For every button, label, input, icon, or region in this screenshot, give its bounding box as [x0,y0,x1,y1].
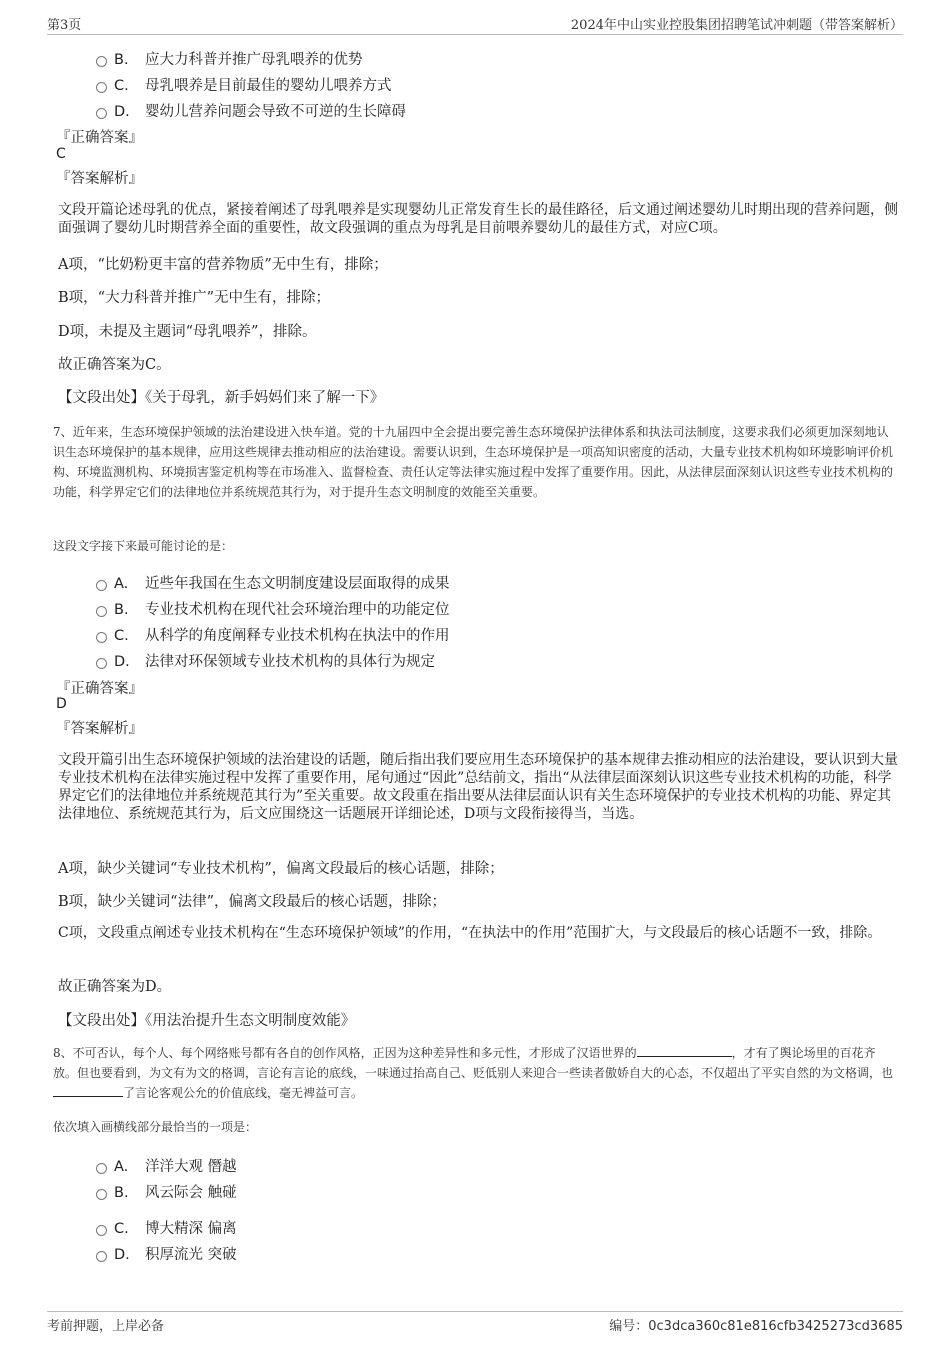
radio-icon[interactable] [96,1189,107,1200]
q8-option-c[interactable]: C. 博大精深 偏离 [96,1217,237,1238]
q7-option-d[interactable]: D. 法律对环保领域专业技术机构的具体行为规定 [96,650,435,671]
radio-icon[interactable] [96,580,107,591]
q7-option-b[interactable]: B. 专业技术机构在现代社会环境治理中的功能定位 [96,598,450,619]
question-prompt: 依次填入画横线部分最恰当的一项是： [53,1120,258,1134]
analysis-note: B项，缺少关键词“法律”，偏离文段最后的核心话题，排除； [58,894,446,910]
radio-icon[interactable] [96,632,107,643]
document-title: 2024年中山实业控股集团招聘笔试冲刺题（带答案解析） [570,18,903,33]
radio-icon[interactable] [96,1225,107,1236]
analysis-label: 『答案解析』 [56,171,143,187]
answer-label: 『正确答案』 [56,681,143,697]
question-stem: 7、近年来，生态环境保护领域的法治建设进入快车道。党的十九届四中全会提出要完善生态环境保护法律体系和执法司法制度，这要求我们必须更加深刻地认识生态环境保护的基本规律，应用这些规律去推动相应的法治建设。需要认识到，生态环境保护是一项高知识密度的活动，大量专业技术机构如环境影响评价机构、环境监测机构、环境损害鉴定机构等在市场准入、监督检查、责任认定等法律实施过程中发挥了重要作用。因此，从法律层面深刻认识这些专业技术机构的功能，科学界定它们的法律地位并系统规范其行为，对于提升生态文明制度的效能至关重要。 [53,425,894,499]
question-stem: 8、不可否认，每个人、每个网络账号都有各自的创作风格，正因为这种差异性和多元性，才形成了汉语世界的 ，才有了舆论场里的百花齐放。但也要看到，为文有为文的格调，言论有言论的底线，一味通过抬高自己、贬低别人来迎合一些读者傲娇自大的心态，不仅超出了平实自然的为文格调，也了言论客观公允的价值底线，毫无裨益可言。 [53,1043,898,1103]
footer-slogan: 考前押题，上岸必备 [47,1319,165,1334]
q8-option-b[interactable]: B. 风云际会 触碰 [96,1181,237,1202]
radio-icon[interactable] [96,108,107,119]
answer-value: C [56,146,66,162]
analysis-text: 文段开篇引出生态环境保护领域的法治建设的话题，随后指出我们要应用生态环境保护的基本规律去推动相应的法治建设，要认识到大量专业技术机构在法律实施过程中发挥了重要作用，尾句通过“因此”总结前文，指出“从法律层面深刻认识这些专业技术机构的功能，科学界定它们的法律地位并系统规范其行为”至关重要。故文段重在指出要从法律层面认识有关生态环境保护的专业技术机构的功能、界定其法律地位、系统规范其行为，后文应围绕这一话题展开详细论述，D项与文段衔接得当，当选。 [58,752,898,822]
analysis-note: C项，文段重点阐述专业技术机构在“生态环境保护领域”的作用，“在执法中的作用”范围扩大，与文段最后的核心话题不一致，排除。 [58,925,882,941]
page-number: 第3页 [47,18,82,33]
q6-option-c[interactable]: C. 母乳喂养是目前最佳的婴幼儿喂养方式 [96,74,392,95]
analysis-conclusion: 故正确答案为C。 [58,357,171,373]
page-header [47,12,903,35]
radio-icon[interactable] [96,606,107,617]
q6-option-d[interactable]: D. 婴幼儿营养问题会导致不可逆的生长障碍 [96,100,406,121]
analysis-note: D项，未提及主题词“母乳喂养”，排除。 [58,324,317,340]
q7-option-c[interactable]: C. 从科学的角度阐释专业技术机构在执法中的作用 [96,624,450,645]
question-prompt: 这段文字接下来最可能讨论的是： [53,539,234,553]
q8-option-d[interactable]: D. 积厚流光 突破 [96,1243,237,1264]
answer-value: D [56,696,67,712]
q7-option-a[interactable]: A. 近些年我国在生态文明制度建设层面取得的成果 [96,572,450,593]
q8-option-a[interactable]: A. 洋洋大观 僭越 [96,1155,237,1176]
fill-blank [53,1083,123,1097]
radio-icon[interactable] [96,1251,107,1262]
q6-option-b[interactable]: B. 应大力科普并推广母乳喂养的优势 [96,48,363,69]
fill-blank [637,1043,732,1057]
answer-label: 『正确答案』 [56,130,143,146]
radio-icon[interactable] [96,658,107,669]
radio-icon[interactable] [96,1163,107,1174]
analysis-label: 『答案解析』 [56,721,143,737]
source-citation: 【文段出处】《关于母乳，新手妈妈们来了解一下》 [58,390,385,406]
analysis-note: A项，缺少关键词“专业技术机构”，偏离文段最后的核心话题，排除； [58,861,504,877]
radio-icon[interactable] [96,56,107,67]
page-footer [47,1311,903,1338]
analysis-text: 文段开篇论述母乳的优点，紧接着阐述了母乳喂养是实现婴幼儿正常发育生长的最佳路径，后文通过阐述婴幼儿时期出现的营养问题，侧面强调了婴幼儿时期营养全面的重要性，故文段强调的重点为母乳是目前喂养婴幼儿的最佳方式，对应C项。 [58,202,898,236]
radio-icon[interactable] [96,82,107,93]
analysis-note: B项，“大力科普并推广”无中生有，排除； [58,290,330,306]
document-code: 编号：0c3dca360c81e816cfb3425273cd3685 [609,1319,903,1334]
analysis-conclusion: 故正确答案为D。 [58,979,172,995]
source-citation: 【文段出处】《用法治提升生态文明制度效能》 [58,1013,356,1029]
analysis-note: A项，“比奶粉更丰富的营养物质”无中生有，排除； [58,257,388,273]
